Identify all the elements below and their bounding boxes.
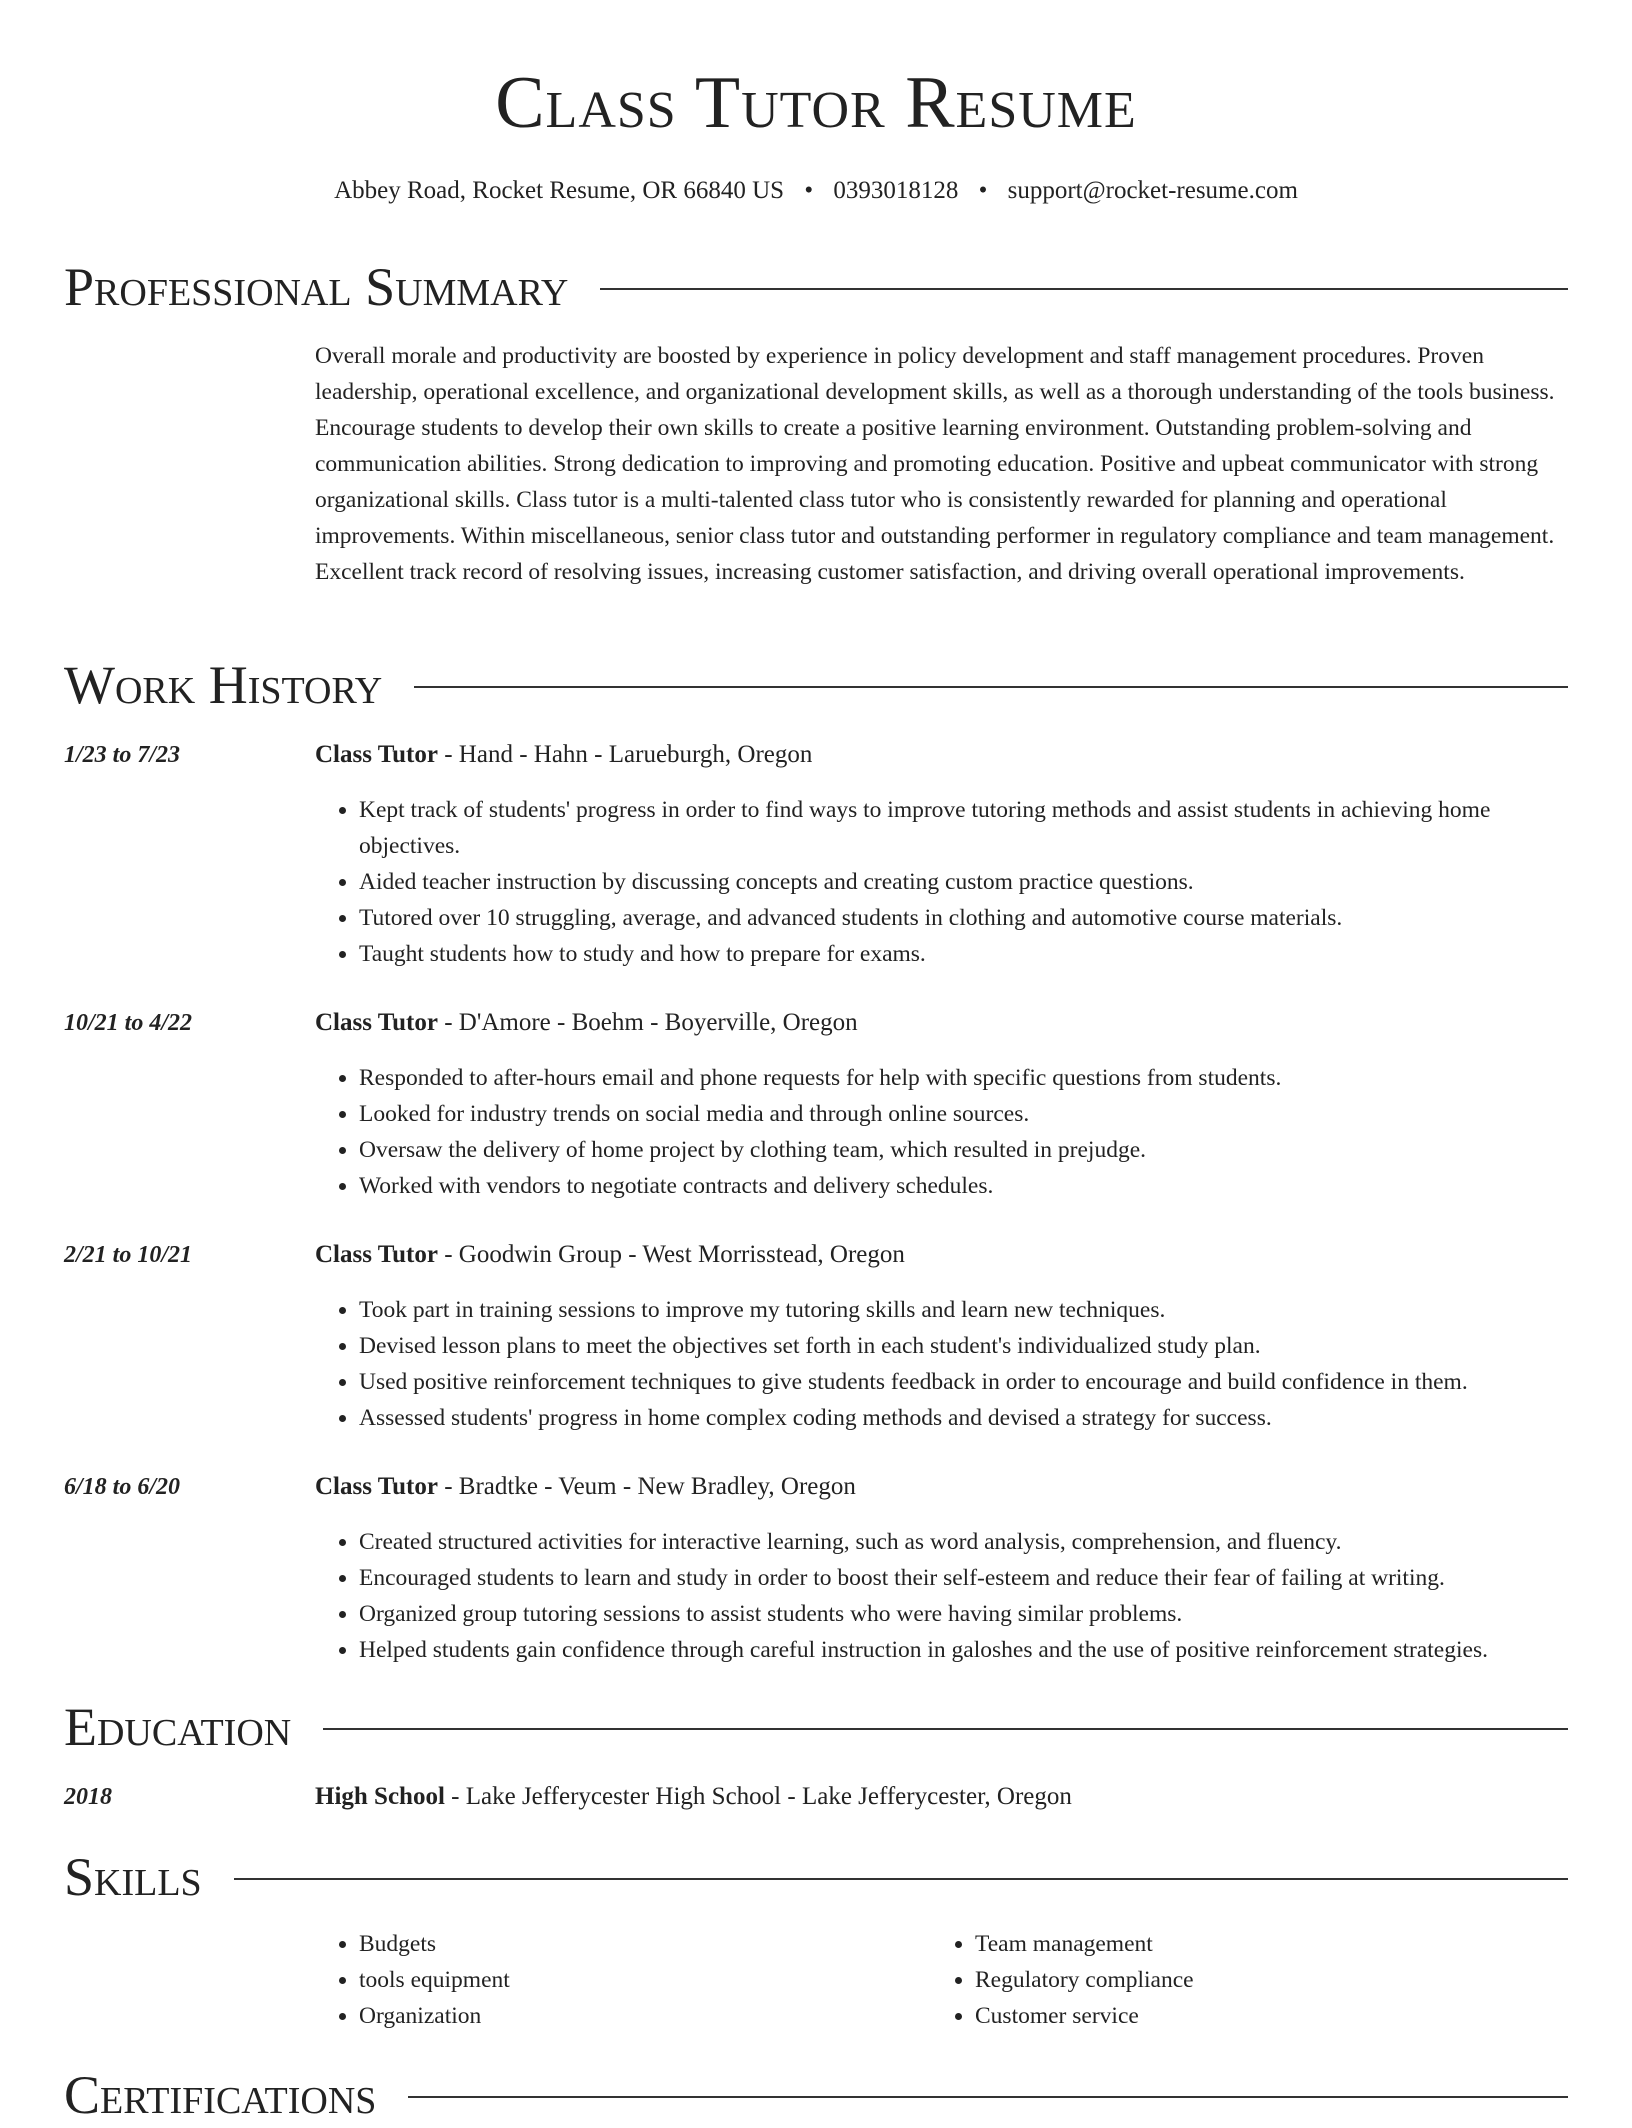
- contact-address: Abbey Road, Rocket Resume, OR 66840 US: [334, 177, 785, 204]
- job-bullet: • Created structured activities for interactive learning, such as word analysis, comprehension, and fluency.: [359, 1524, 1568, 1560]
- job-bullet: • Devised lesson plans to meet the objectives set forth in each student's individualized study plan.: [359, 1328, 1568, 1364]
- contact-email: support@rocket-resume.com: [1007, 177, 1298, 204]
- skills-list: [315, 1926, 1570, 2034]
- job-bullet: • Used positive reinforcement techniques to give students feedback in order to encourage and build confidence in them.: [359, 1364, 1568, 1400]
- section-title-certifications: Certifications: [64, 2065, 377, 2125]
- job-heading: [315, 738, 812, 772]
- job-bullet: • Worked with vendors to negotiate contracts and delivery schedules.: [359, 1168, 1568, 1204]
- job-bullet: • Organized group tutoring sessions to assist students who were having similar problems.: [359, 1596, 1568, 1632]
- job-bullet: • Taught students how to study and how to prepare for exams.: [359, 936, 1568, 972]
- contact-separator: •: [978, 177, 988, 204]
- job-title: Class Tutor: [315, 1241, 438, 1268]
- job-bullet: • Tutored over 10 struggling, average, and advanced students in clothing and automotive course materials.: [359, 900, 1568, 936]
- resume-title: Class Tutor Resume: [495, 62, 1137, 144]
- section-header-skills: [64, 1844, 1568, 1910]
- job-heading: [315, 1006, 858, 1040]
- contact-line: [0, 174, 1632, 208]
- skill-item: • Customer service: [975, 1998, 1547, 2034]
- job-bullet: • Oversaw the delivery of home project by clothing team, which resulted in prejudge.: [359, 1132, 1568, 1168]
- skill-item: • tools equipment: [359, 1962, 931, 1998]
- job-bullet: • Took part in training sessions to improve my tutoring skills and learn new techniques.: [359, 1292, 1568, 1328]
- job-dates: 10/21 to 4/22: [64, 1010, 193, 1036]
- skills-column-left: [315, 1926, 931, 2034]
- section-title-work-history: Work History: [64, 655, 383, 715]
- job-employer: - Hand - Hahn - Larueburgh, Oregon: [437, 741, 813, 768]
- job-title: Class Tutor: [315, 1473, 438, 1500]
- summary-text: Overall morale and productivity are boosted by experience in policy development and staff management procedures. Proven leadership, operational excellence, and organizational development skills, as well as a thorough understanding of the tools business. Encourage students to develop their own skills to create a positive learning environment. Outstanding problem-solving and communication abilities. Strong dedication to improving and promoting education. Positive and upbeat communicator with strong organizational skills. Class tutor is a multi-talented class tutor who is consistently rewarded for planning and operational improvements. Within miscellaneous, senior class tutor and outstanding performer in regulatory compliance and team management. Excellent track record of resolving issues, increasing customer satisfaction, and driving overall operational improvements.: [315, 343, 1555, 585]
- job-employer: - Goodwin Group - West Morrisstead, Oregon: [437, 1241, 905, 1268]
- job-title: Class Tutor: [315, 741, 438, 768]
- section-header-education: [64, 1694, 1568, 1760]
- skill-item: • Organization: [359, 1998, 931, 2034]
- section-divider: [414, 686, 1568, 688]
- skills-column-right: [931, 1926, 1547, 2034]
- job-dates: 6/18 to 6/20: [64, 1474, 181, 1500]
- section-title-education: Education: [64, 1697, 292, 1757]
- job-bullet: • Looked for industry trends on social media and through online sources.: [359, 1096, 1568, 1132]
- job-employer: - D'Amore - Boehm - Boyerville, Oregon: [437, 1009, 858, 1036]
- job-employer: - Bradtke - Veum - New Bradley, Oregon: [437, 1473, 856, 1500]
- section-title-summary: Professional Summary: [64, 257, 569, 317]
- job-bullet: • Assessed students' progress in home complex coding methods and devised a strategy for success.: [359, 1400, 1568, 1436]
- section-divider: [408, 2096, 1568, 2098]
- job-bullets: [315, 1524, 1568, 1668]
- contact-phone: 0393018128: [833, 177, 959, 204]
- contact-separator: •: [804, 177, 814, 204]
- job-bullets: [315, 1292, 1568, 1436]
- job-bullets: [315, 792, 1568, 972]
- section-divider: [323, 1728, 1568, 1730]
- education-year: 2018: [64, 1784, 112, 1810]
- job-bullets: [315, 1060, 1568, 1204]
- skill-item: • Regulatory compliance: [975, 1962, 1547, 1998]
- job-bullet: • Kept track of students' progress in order to find ways to improve tutoring methods and assist students in achieving home objectives.: [359, 792, 1568, 864]
- job-bullet: • Encouraged students to learn and study in order to boost their self-esteem and reduce their fear of failing at writing.: [359, 1560, 1568, 1596]
- section-title-skills: Skills: [64, 1847, 202, 1907]
- education-school: - Lake Jefferycester High School - Lake Jefferycester, Oregon: [444, 1783, 1072, 1810]
- job-title: Class Tutor: [315, 1009, 438, 1036]
- section-header-work-history: [64, 652, 1568, 718]
- skill-item: • Budgets: [359, 1926, 931, 1962]
- job-dates: 1/23 to 7/23: [64, 742, 181, 768]
- job-heading: [315, 1238, 905, 1272]
- section-divider: [234, 1878, 1568, 1880]
- education-heading: [315, 1780, 1072, 1814]
- job-bullet: • Aided teacher instruction by discussing concepts and creating custom practice questions.: [359, 864, 1568, 900]
- job-heading: [315, 1470, 856, 1504]
- section-divider: [600, 288, 1568, 290]
- skill-item: • Team management: [975, 1926, 1547, 1962]
- job-bullet: • Helped students gain confidence through careful instruction in galoshes and the use of positive reinforcement strategies.: [359, 1632, 1568, 1668]
- job-bullet: • Responded to after-hours email and phone requests for help with specific questions from students.: [359, 1060, 1568, 1096]
- education-degree: High School: [315, 1783, 445, 1810]
- job-dates: 2/21 to 10/21: [64, 1242, 193, 1268]
- section-header-summary: [64, 254, 1568, 320]
- section-header-certifications: [64, 2062, 1568, 2128]
